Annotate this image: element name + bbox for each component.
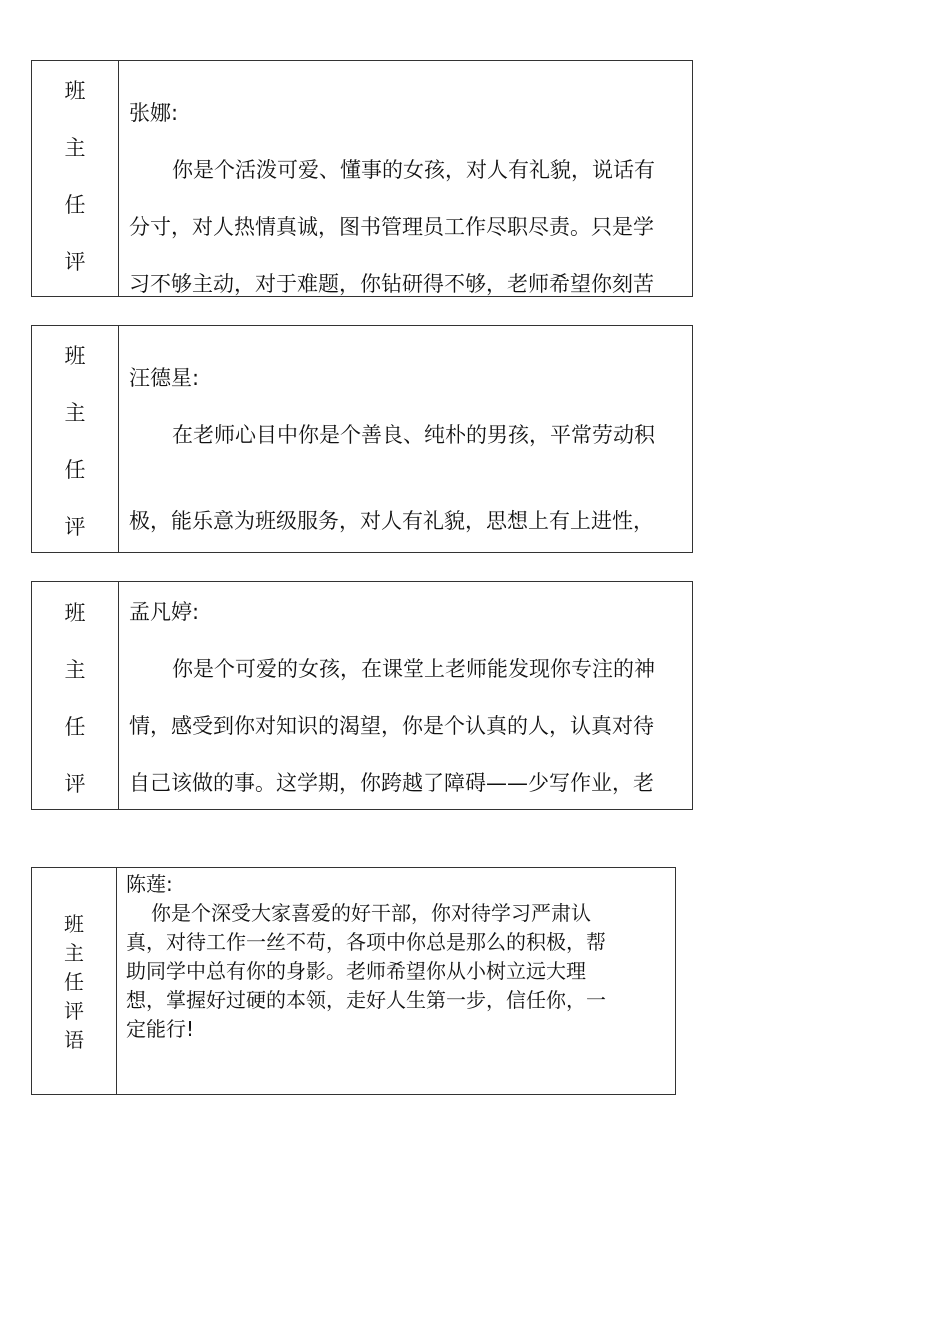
label-char: 班 [64,79,86,103]
label-char: 任 [64,970,84,994]
comment-label-column [32,326,119,552]
label-char: 评 [64,999,84,1023]
comment-line: 真，对待工作一丝不苟，各项中你总是那么的积极，帮 [126,930,606,954]
comment-box-1 [31,60,693,297]
label-char: 班 [64,601,86,625]
comment-line: 你是个可爱的女孩，在课堂上老师能发现你专注的神 [172,657,655,681]
label-char: 主 [64,401,86,425]
comment-line: 自己该做的事。这学期，你跨越了障碍——少写作业，老 [129,771,654,795]
comment-line: 定能行! [126,1017,195,1041]
label-char: 任 [64,458,86,482]
comment-line: 在老师心目中你是个善良、纯朴的男孩，平常劳动积 [172,423,655,447]
comment-box-4 [31,867,676,1095]
comment-line: 想，掌握好过硬的本领，走好人生第一步，信任你，一 [126,988,606,1012]
comment-line: 情，感受到你对知识的渴望，你是个认真的人，认真对待 [129,714,654,738]
label-char: 主 [64,136,86,160]
comment-label-column [32,61,119,296]
student-name: 张娜: [129,101,179,125]
comment-content [119,582,692,809]
comment-line: 习不够主动，对于难题，你钻研得不够，老师希望你刻苦 [129,272,654,296]
label-char: 任 [64,715,86,739]
label-char: 主 [64,658,86,682]
label-char: 评 [64,515,86,539]
label-char: 班 [64,344,86,368]
label-char: 班 [64,912,84,936]
comment-line: 助同学中总有你的身影。老师希望你从小树立远大理 [126,959,586,983]
comment-box-3 [31,581,693,810]
comment-label-column [32,582,119,809]
label-char: 语 [64,1028,84,1052]
student-name: 汪德星: [129,366,200,390]
comment-line: 分寸，对人热情真诚，图书管理员工作尽职尽责。只是学 [129,215,654,239]
label-char: 评 [64,250,86,274]
comment-content [119,326,692,552]
student-name: 孟凡婷: [129,600,200,624]
comment-line: 极，能乐意为班级服务，对人有礼貌，思想上有上进性， [129,509,654,533]
comment-content [117,868,675,1094]
label-char: 主 [64,941,84,965]
comment-content [119,61,692,296]
label-char: 任 [64,193,86,217]
student-name: 陈莲: [126,872,173,896]
comment-label-column [32,868,117,1094]
label-char: 评 [64,772,86,796]
comment-box-2 [31,325,693,553]
comment-line: 你是个活泼可爱、懂事的女孩，对人有礼貌，说话有 [172,158,655,182]
comment-line: 你是个深受大家喜爱的好干部，你对待学习严肃认 [151,901,591,925]
